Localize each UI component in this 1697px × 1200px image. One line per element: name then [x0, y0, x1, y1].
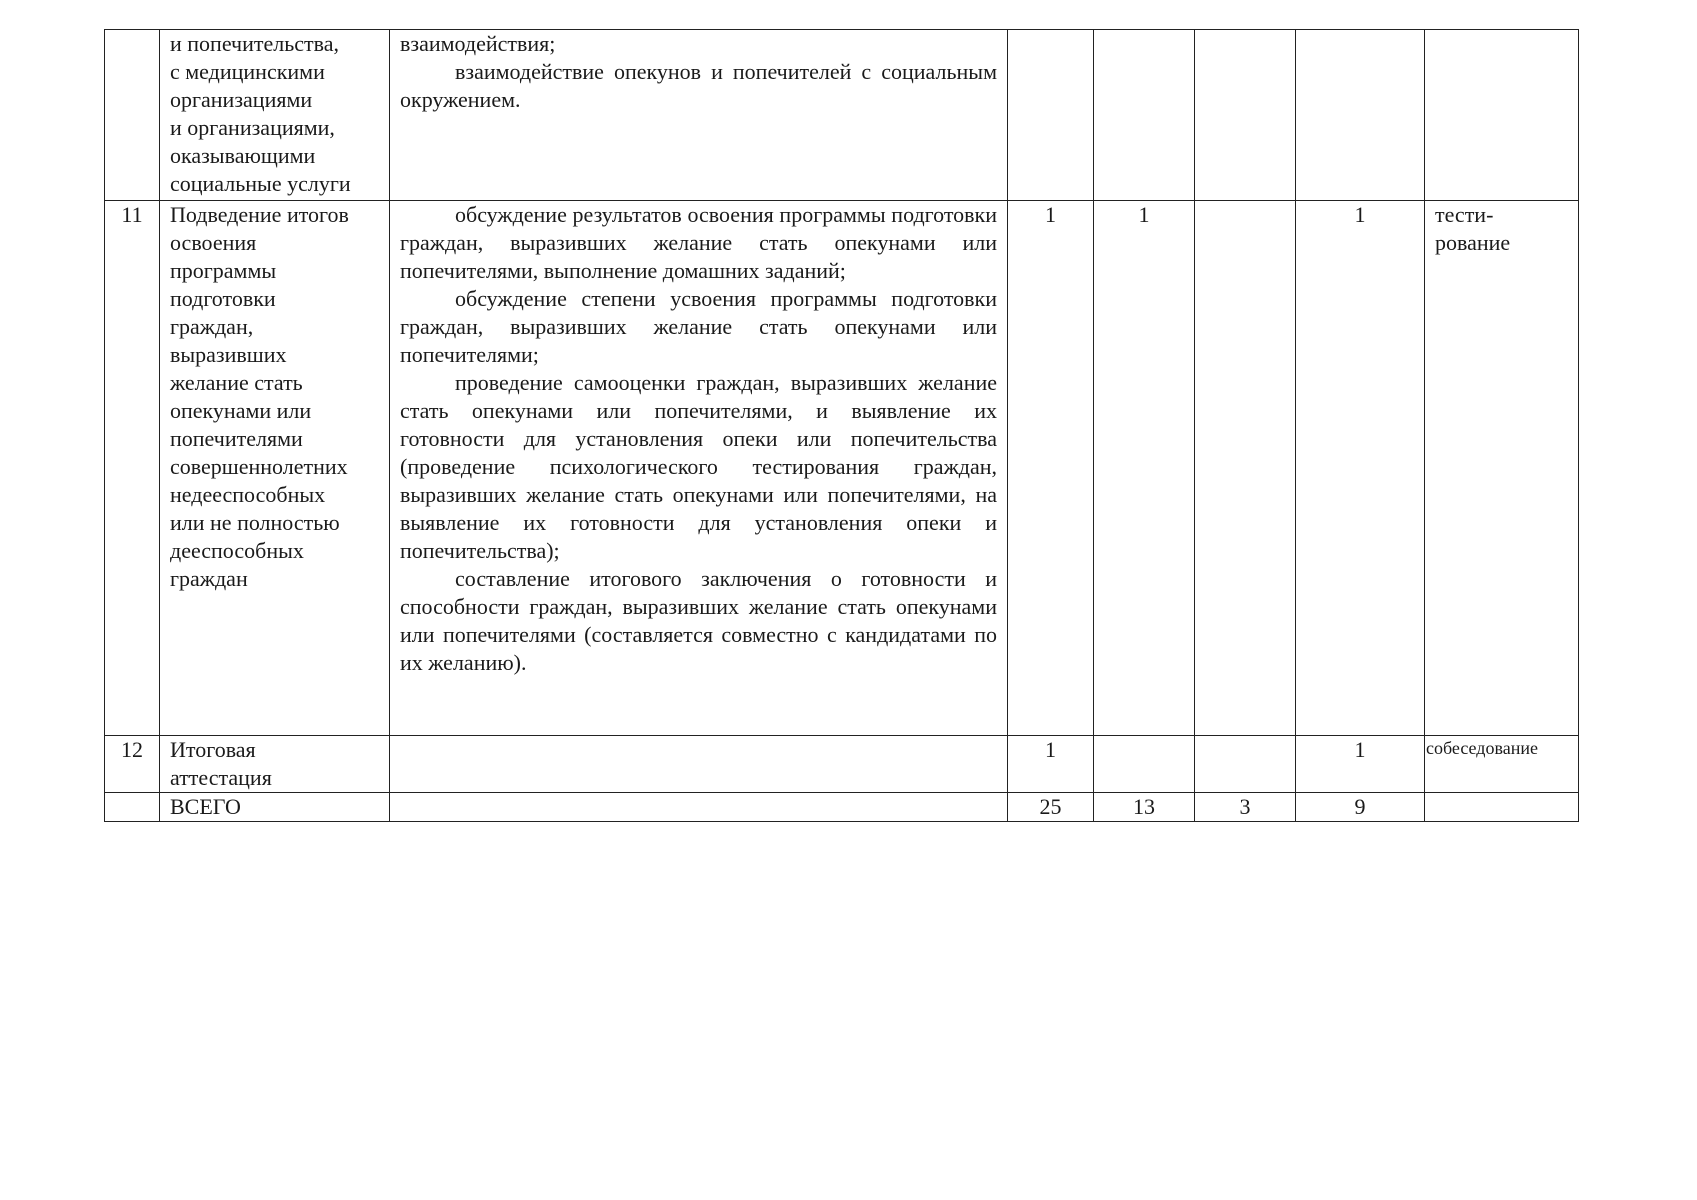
- content-cell: [390, 736, 1008, 793]
- content-paragraph: проведение самооценки граждан, выразивших желание стать опекунами или попечителями, и выявление их готовности для установления опеки или попечительства (проведение психологического тестирования граждан, выразивших желание стать опекунами или попечителями, на выявление их готовности для установления опеки и попечительства);: [400, 370, 997, 563]
- control-form-line: рование: [1435, 230, 1511, 255]
- hours-theory: [1094, 736, 1195, 793]
- topic-cell: [160, 30, 390, 201]
- control-form: [1425, 30, 1579, 201]
- total-independent: 9: [1296, 793, 1425, 822]
- total-row: [105, 793, 1579, 822]
- control-form: [1425, 793, 1579, 822]
- content-paragraph: обсуждение степени усвоения программы подготовки граждан, выразивших желание стать опекунами или попечителями;: [400, 286, 997, 367]
- hours-total: 1: [1008, 736, 1094, 793]
- topic-line: Подведение итогов: [170, 202, 349, 227]
- topic-line: желание стать: [170, 370, 303, 395]
- control-form: [1425, 201, 1579, 736]
- hours-theory: [1094, 30, 1195, 201]
- total-practice: 3: [1195, 793, 1296, 822]
- hours-theory: 1: [1094, 201, 1195, 736]
- hours-independent: 1: [1296, 201, 1425, 736]
- row-number: 11: [105, 201, 160, 736]
- topic-line: граждан: [170, 566, 248, 591]
- control-form: собеседование: [1425, 736, 1579, 793]
- content-paragraph: взаимодействие опекунов и попечителей с социальным окружением.: [400, 59, 997, 112]
- topic-line: и организациями,: [170, 115, 335, 140]
- row-number: [105, 30, 160, 201]
- content-cell: [390, 793, 1008, 822]
- topic-line: дееспособных: [170, 538, 304, 563]
- table-row: [105, 201, 1579, 736]
- topic-line: опекунами или: [170, 398, 312, 423]
- content-paragraph: взаимодействия;: [400, 31, 556, 56]
- topic-line: организациями: [170, 87, 313, 112]
- total-hours: 25: [1008, 793, 1094, 822]
- topic-line: подготовки: [170, 286, 276, 311]
- topic-line: Итоговая: [170, 737, 256, 762]
- hours-practice: [1195, 201, 1296, 736]
- total-label: ВСЕГО: [160, 793, 390, 822]
- content-paragraph: обсуждение результатов освоения программы подготовки граждан, выразивших желание стать опекунами или попечителями, выполнение домашних заданий;: [400, 202, 997, 283]
- content-cell: [390, 201, 1008, 736]
- topic-cell: [160, 201, 390, 736]
- content-cell: [390, 30, 1008, 201]
- topic-line: социальные услуги: [170, 171, 351, 196]
- program-table: [104, 29, 1579, 822]
- topic-line: попечителями: [170, 426, 303, 451]
- hours-independent: 1: [1296, 736, 1425, 793]
- table-row: [105, 736, 1579, 793]
- topic-line: программы: [170, 258, 277, 283]
- total-theory: 13: [1094, 793, 1195, 822]
- hours-total: 1: [1008, 201, 1094, 736]
- topic-line: с медицинскими: [170, 59, 325, 84]
- topic-line: аттестация: [170, 765, 272, 790]
- topic-line: оказывающими: [170, 143, 316, 168]
- document-page: [104, 29, 1578, 822]
- row-number: 12: [105, 736, 160, 793]
- topic-line: или не полностью: [170, 510, 340, 535]
- hours-independent: [1296, 30, 1425, 201]
- topic-line: недееспособных: [170, 482, 326, 507]
- table-row: [105, 30, 1579, 201]
- topic-line: и попечительства,: [170, 31, 340, 56]
- hours-total: [1008, 30, 1094, 201]
- topic-cell: [160, 736, 390, 793]
- control-form-line: тести-: [1435, 202, 1494, 227]
- topic-line: совершеннолетних: [170, 454, 348, 479]
- hours-practice: [1195, 736, 1296, 793]
- topic-line: граждан,: [170, 314, 254, 339]
- content-paragraph: составление итогового заключения о готовности и способности граждан, выразивших желание стать опекунами или попечителями (составляется совместно с кандидатами по их желанию).: [400, 566, 997, 675]
- topic-line: освоения: [170, 230, 257, 255]
- row-number: [105, 793, 160, 822]
- hours-practice: [1195, 30, 1296, 201]
- topic-line: выразивших: [170, 342, 287, 367]
